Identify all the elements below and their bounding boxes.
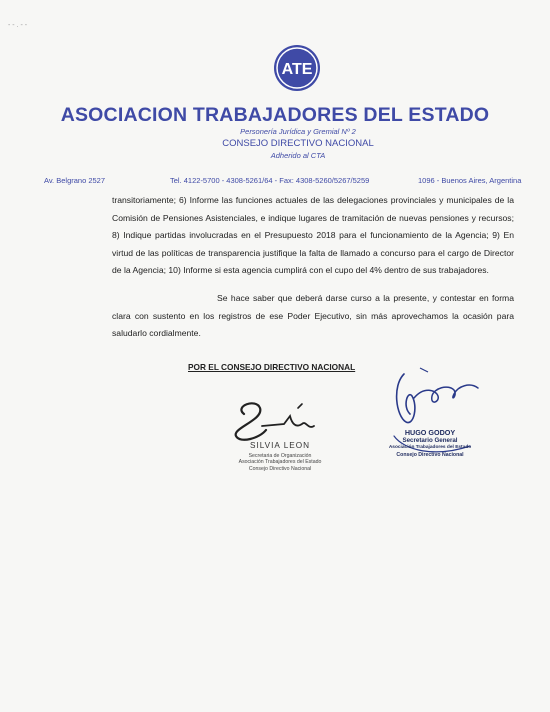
body-paragraph: transitoriamente; 6) Informe las funciones actuales de las delegaciones provinciales y municipales de la Comisión de Pensiones Asistenciales, e indique lugares de tramitación de nuevas pensiones y recursos; 8) Indique partidas involucradas en el Presupuesto 2018 para el funcionamiento de la Agencia; 9) En virtud de las políticas de transparencia justifique la falta de llamado a concurso para el cargo de Director de la Agencia; 10) Informe si esta agencia cumplirá con el cupo del 4% dentro de sus trabajadores. [112, 195, 514, 276]
signature-stamp-right [374, 366, 486, 466]
signatory-council-left: Consejo Directivo Nacional [248, 466, 312, 472]
ate-logo [273, 44, 321, 92]
letter-body [112, 192, 514, 343]
address-city: 1096 - Buenos Aires, Argentina [418, 176, 522, 185]
signatory-role-left: Secretaria de Organización [248, 453, 312, 459]
legal-status: Personería Jurídica y Gremial Nº 2 [240, 127, 356, 136]
logo-text: ATE [281, 61, 313, 78]
stamp-name: HUGO GODOY [404, 428, 456, 437]
organization-name: ASOCIACION TRABAJADORES DEL ESTADO [60, 104, 490, 126]
corner-mark: - - . - - [8, 22, 28, 29]
stamp-org: Asociación Trabajadores del Estado [388, 445, 472, 450]
closing-paragraph: Se hace saber que deberá darse curso a la presente, y contestar en forma clara con sustento en los registros de ese Poder Ejecutivo, sin más aprovechamos la ocasión para saludarlo cordialmente. [112, 292, 514, 339]
address-street: Av. Belgrano 2527 [44, 176, 106, 185]
council-title: CONSEJO DIRECTIVO NACIONAL [222, 138, 374, 149]
council-heading: POR EL CONSEJO DIRECTIVO NACIONAL [188, 362, 356, 372]
affiliation: Adherido al CTA [270, 151, 326, 160]
stamp-role: Secretario General [402, 437, 458, 444]
stamp-council: Consejo Directivo Nacional [396, 452, 464, 458]
signatory-org-left: Asociación Trabajadores del Estado [238, 459, 322, 465]
signatory-name-left: SILVIA LEON [250, 441, 310, 450]
address-phones: Tel. 4122-5700 - 4308-5261/64 - Fax: 4308-5260/5267/5259 [170, 176, 370, 185]
